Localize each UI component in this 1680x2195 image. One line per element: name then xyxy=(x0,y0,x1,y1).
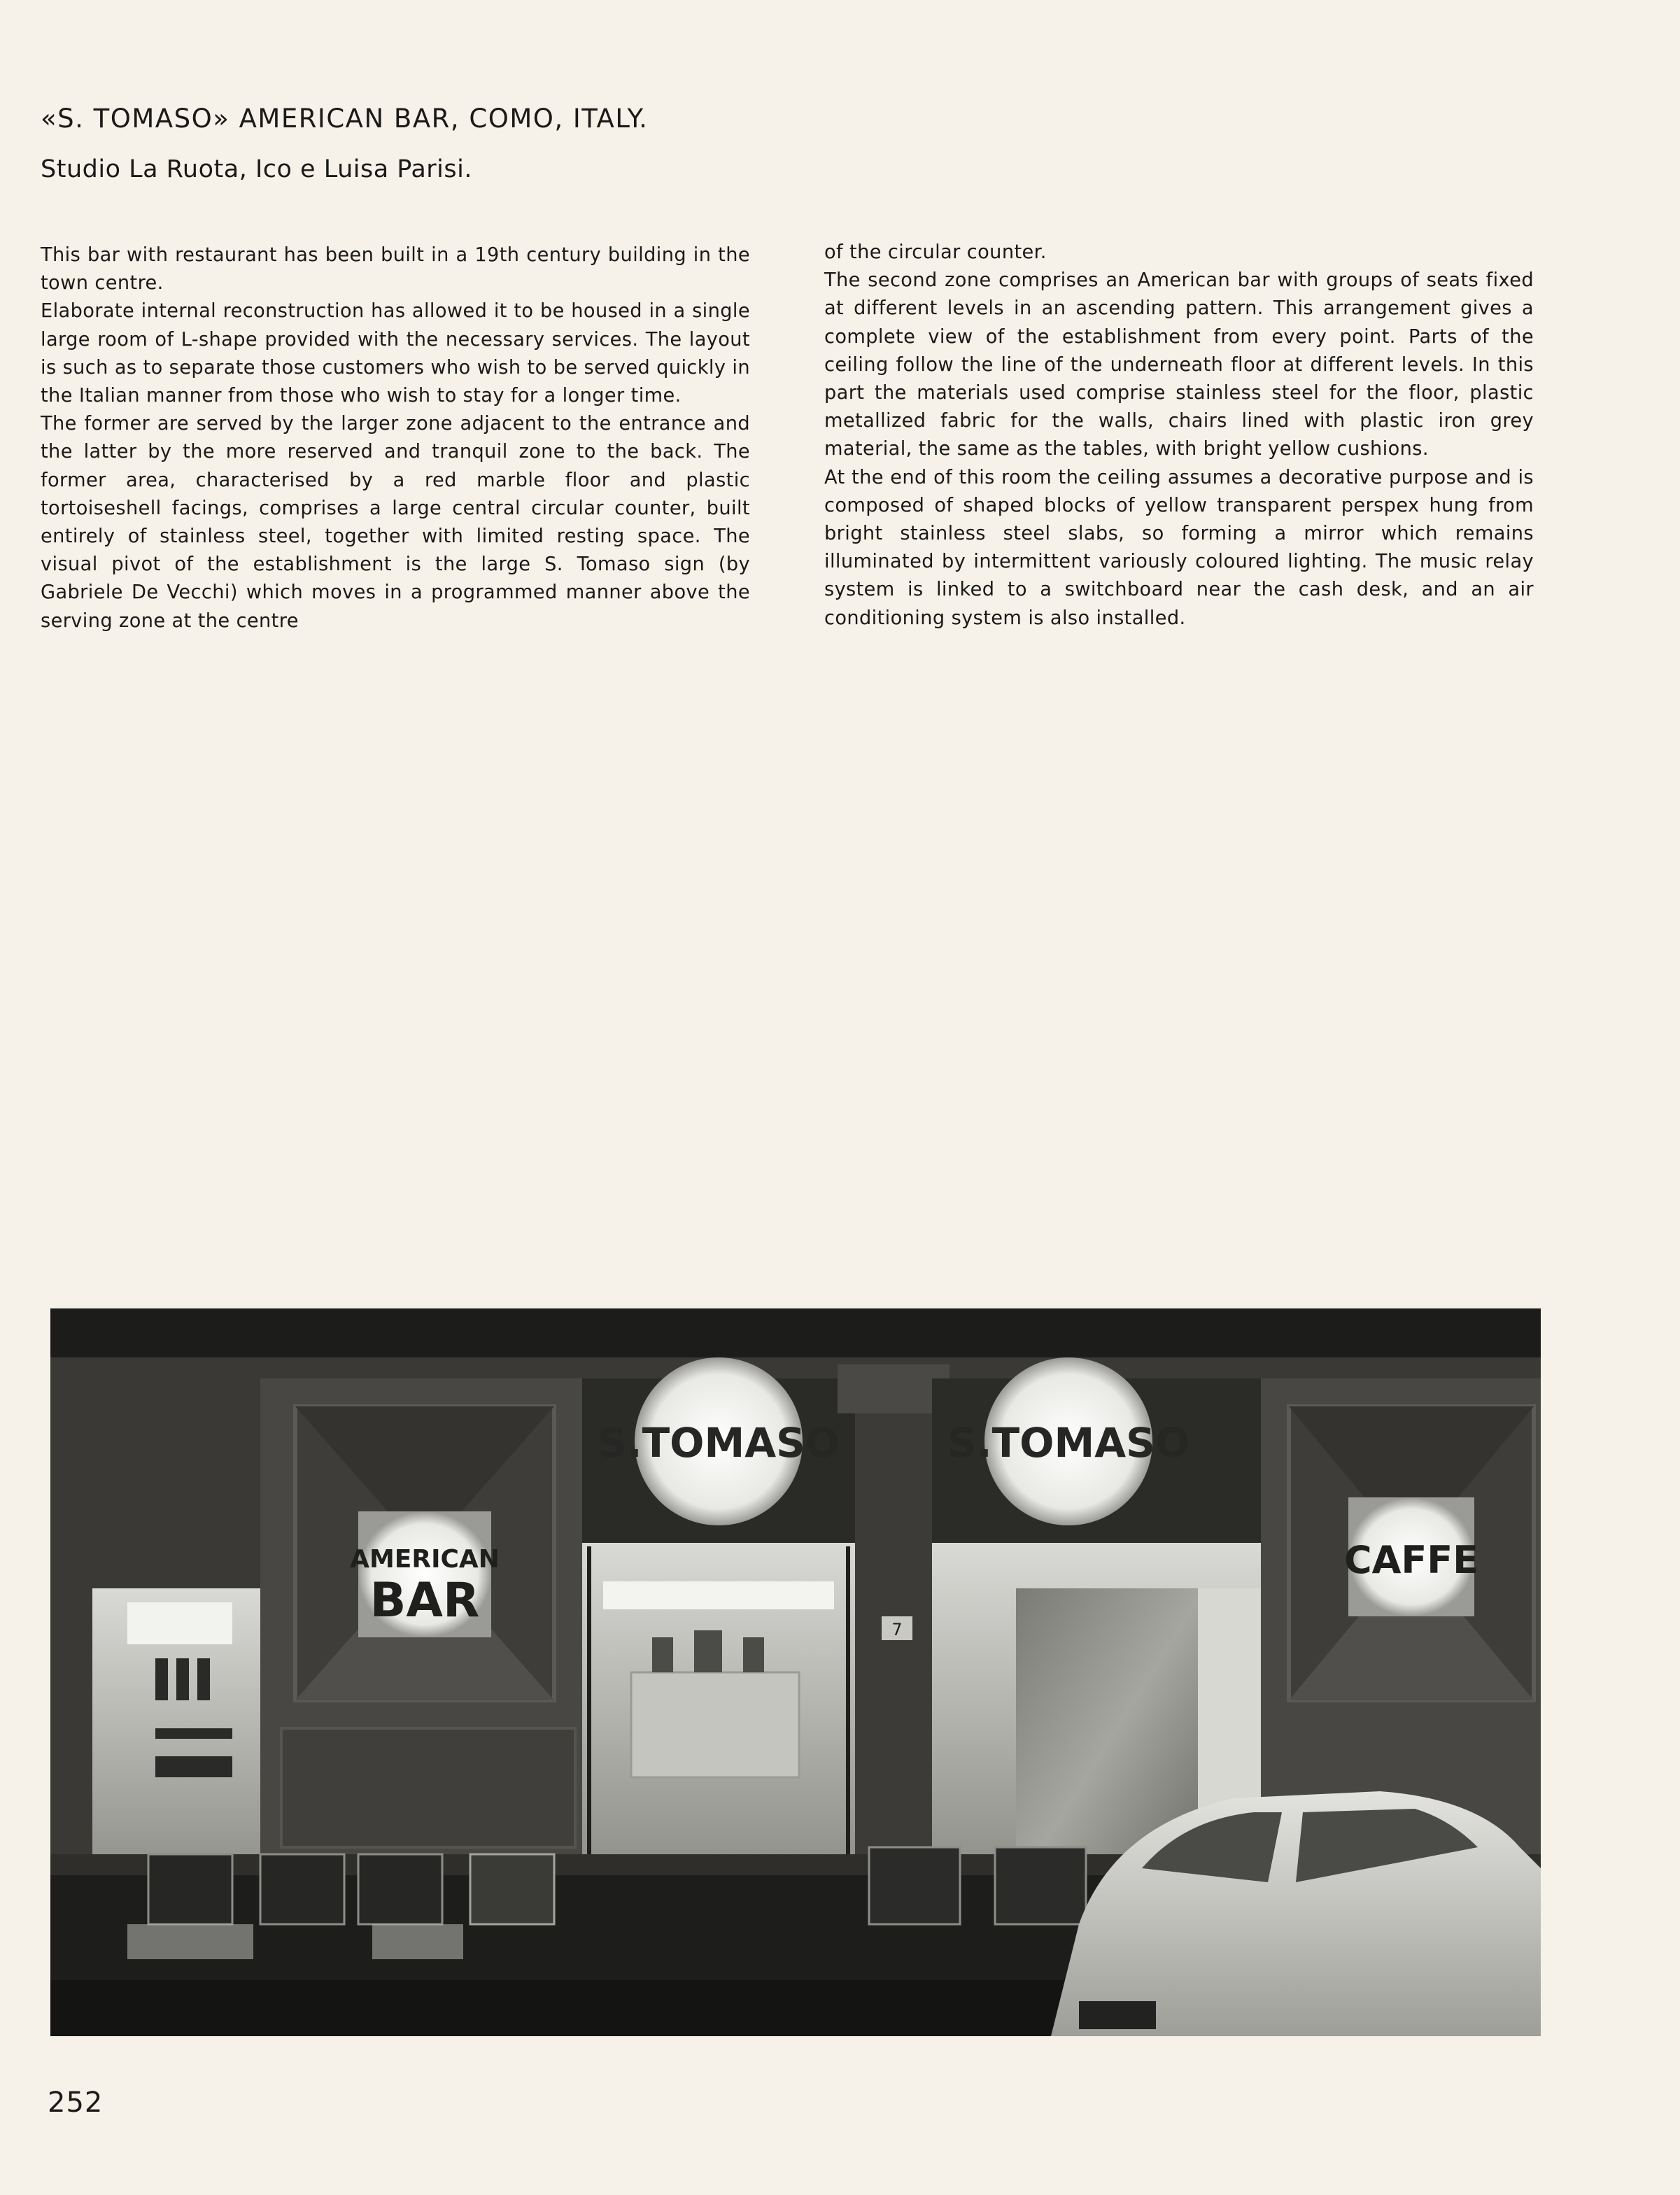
s-tomaso-sign-left: S.TOMASO xyxy=(597,1419,840,1467)
caffe-sign: CAFFE xyxy=(1343,1538,1479,1582)
paragraph: of the circular counter. xyxy=(824,241,1047,263)
s-tomaso-sign-right: S.TOMASO xyxy=(947,1419,1190,1467)
storefront-photo xyxy=(50,1308,1541,2036)
text-column-right xyxy=(824,239,1534,633)
paragraph: The former are served by the larger zone adjacent to the entrance and the latter by the more reserved and tranquil zone to the back. The former area, characterised by a red marble floor and plastic tortoiseshell facings, comprises a large central circular counter, built entirely of stainless steel, together with limited resting space. The visual pivot of the establishment is the large S. Tomaso sign (by Gabriele De Vecchi) which moves in a programmed manner above the serving zone at the centre xyxy=(41,413,750,632)
paragraph: This bar with restaurant has been built in a 19th century building in the town centre. xyxy=(41,244,750,295)
article-title: «S. TOMASO» AMERICAN BAR, COMO, ITALY. xyxy=(41,104,649,134)
paragraph: Elaborate internal reconstruction has allowed it to be housed in a single large room of L-shape provided with the necessary services. The layout is such as to separate those customers who wish to be served quickly in the Italian manner from those who wish to stay for a longer time. xyxy=(41,300,750,407)
american-bar-sign-top: AMERICAN xyxy=(350,1545,500,1574)
door-number: 7 xyxy=(891,1620,903,1639)
article-credits: Studio La Ruota, Ico e Luisa Parisi. xyxy=(41,155,472,183)
paragraph: The second zone comprises an American bar with groups of seats fixed at different levels in an ascending pattern. This arrangement gives a complete view of the establishment from every point. Parts of the ceiling follow the line of the underneath floor at different levels. In this part the materials used comprise stainless steel for the floor, plastic metallized fabric for the walls, chairs lined with plastic iron grey material, the same as the tables, with bright yellow cushions. xyxy=(824,269,1534,460)
text-column-left xyxy=(41,241,750,635)
page-number: 252 xyxy=(48,2087,104,2119)
paragraph: At the end of this room the ceiling assumes a decorative purpose and is composed of shaped blocks of yellow transparent perspex hung from bright stainless steel slabs, so forming a mirror which remains illuminated by intermittent variously coloured lighting. The music relay system is linked to a switchboard near the cash desk, and an air conditioning system is also installed. xyxy=(824,466,1534,629)
american-bar-sign-bottom: BAR xyxy=(369,1573,480,1628)
